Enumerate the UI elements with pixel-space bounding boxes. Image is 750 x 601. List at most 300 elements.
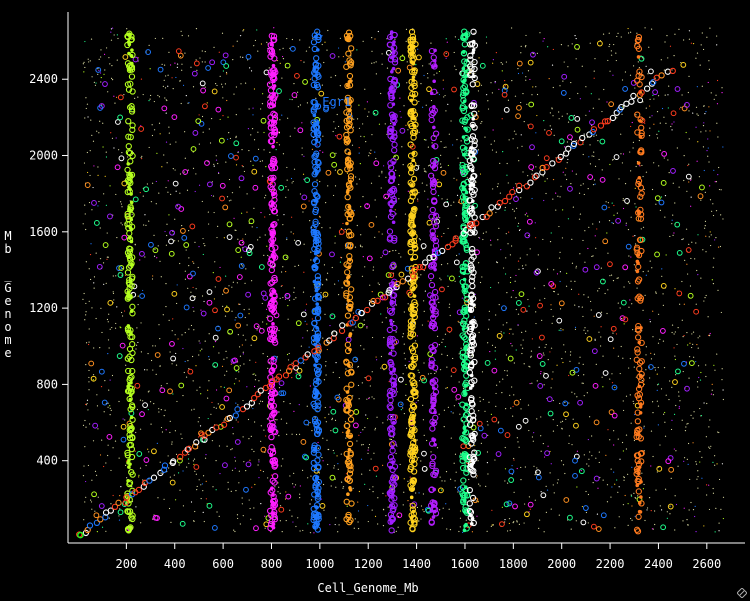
background-dot bbox=[605, 293, 606, 294]
band-point-filled bbox=[347, 275, 351, 279]
background-dot bbox=[682, 320, 683, 321]
band-point-filled bbox=[271, 368, 275, 372]
background-dot bbox=[166, 383, 167, 384]
scatter-point bbox=[285, 293, 290, 298]
background-dot bbox=[428, 165, 429, 166]
background-dot bbox=[693, 332, 694, 333]
background-dot bbox=[484, 137, 485, 138]
background-dot bbox=[278, 487, 279, 488]
background-dot bbox=[652, 189, 653, 190]
scatter-point bbox=[194, 465, 199, 470]
background-dot bbox=[175, 141, 176, 142]
band-point bbox=[347, 441, 352, 446]
background-dot bbox=[485, 486, 486, 487]
background-dot bbox=[374, 113, 375, 114]
background-dot bbox=[155, 345, 156, 346]
background-dot bbox=[648, 47, 649, 48]
background-dot bbox=[588, 227, 589, 228]
band-point-filled bbox=[389, 466, 393, 470]
background-dot bbox=[152, 183, 153, 184]
background-dot bbox=[341, 453, 342, 454]
background-dot bbox=[389, 251, 390, 252]
background-dot bbox=[659, 339, 660, 340]
background-dot bbox=[246, 212, 247, 213]
background-dot bbox=[135, 432, 136, 433]
background-dot bbox=[374, 429, 375, 430]
background-dot bbox=[568, 122, 569, 123]
background-dot bbox=[558, 226, 559, 227]
background-dot bbox=[167, 86, 168, 87]
background-dot bbox=[688, 92, 689, 93]
background-dot bbox=[660, 123, 661, 124]
background-dot bbox=[169, 351, 170, 352]
background-dot bbox=[552, 323, 553, 324]
band-point-filled bbox=[315, 289, 319, 293]
background-dot bbox=[607, 289, 608, 290]
background-dot bbox=[286, 423, 287, 424]
background-dot bbox=[657, 471, 658, 472]
background-dot bbox=[110, 32, 111, 33]
background-dot bbox=[364, 108, 365, 109]
background-dot bbox=[234, 319, 235, 320]
band-point-filled bbox=[346, 492, 350, 496]
scatter-point bbox=[302, 195, 307, 200]
background-dot bbox=[654, 524, 655, 525]
scatter-point bbox=[557, 318, 562, 323]
background-dot bbox=[479, 485, 480, 486]
background-dot bbox=[267, 418, 268, 419]
band-point-filled bbox=[269, 243, 273, 247]
background-dot bbox=[446, 53, 447, 54]
background-dot bbox=[385, 495, 386, 496]
background-dot bbox=[526, 104, 527, 105]
scatter-point bbox=[339, 230, 344, 235]
background-dot bbox=[170, 194, 171, 195]
background-dot bbox=[501, 331, 502, 332]
background-dot bbox=[531, 94, 532, 95]
scatter-point bbox=[188, 369, 193, 374]
background-dot bbox=[163, 86, 164, 87]
background-dot bbox=[439, 278, 440, 279]
background-dot bbox=[188, 230, 189, 231]
band-point-filled bbox=[390, 205, 394, 209]
background-dot bbox=[417, 199, 418, 200]
scatter-point bbox=[337, 134, 342, 139]
background-dot bbox=[243, 352, 244, 353]
scatter-point bbox=[176, 49, 181, 54]
background-dot bbox=[626, 223, 627, 224]
background-dot bbox=[622, 106, 623, 107]
background-dot bbox=[334, 242, 335, 243]
background-dot bbox=[439, 217, 440, 218]
band-point-filled bbox=[411, 319, 415, 323]
band-point-filled bbox=[411, 231, 415, 235]
background-dot bbox=[345, 368, 346, 369]
background-dot bbox=[255, 362, 256, 363]
background-dot bbox=[705, 130, 706, 131]
background-dot bbox=[400, 111, 401, 112]
background-dot bbox=[323, 484, 324, 485]
band-point-filled bbox=[346, 431, 350, 435]
scatter-point bbox=[574, 423, 579, 428]
background-dot bbox=[244, 283, 245, 284]
background-dot bbox=[535, 166, 536, 167]
background-dot bbox=[260, 108, 261, 109]
band-point-filled bbox=[389, 352, 393, 356]
band-point-filled bbox=[349, 180, 353, 184]
background-dot bbox=[502, 507, 503, 508]
background-dot bbox=[295, 373, 296, 374]
background-dot bbox=[154, 101, 155, 102]
background-dot bbox=[285, 299, 286, 300]
background-dot bbox=[651, 358, 652, 359]
background-dot bbox=[108, 321, 109, 322]
background-dot bbox=[635, 497, 636, 498]
background-dot bbox=[595, 248, 596, 249]
band-point-filled bbox=[348, 334, 352, 338]
background-dot bbox=[675, 374, 676, 375]
background-dot bbox=[89, 328, 90, 329]
background-dot bbox=[226, 357, 227, 358]
background-dot bbox=[90, 279, 91, 280]
background-dot bbox=[200, 425, 201, 426]
background-dot bbox=[669, 380, 670, 381]
background-dot bbox=[136, 345, 137, 346]
scatter-point bbox=[608, 262, 613, 267]
background-dot bbox=[156, 203, 157, 204]
background-dot bbox=[657, 137, 658, 138]
background-dot bbox=[639, 67, 640, 68]
background-dot bbox=[202, 238, 203, 239]
background-dot bbox=[606, 201, 607, 202]
background-dot bbox=[90, 60, 91, 61]
background-dot bbox=[420, 518, 421, 519]
background-dot bbox=[406, 29, 407, 30]
background-dot bbox=[362, 429, 363, 430]
background-dot bbox=[522, 72, 523, 73]
background-dot bbox=[544, 285, 545, 286]
background-dot bbox=[93, 374, 94, 375]
background-dot bbox=[628, 255, 629, 256]
background-dot bbox=[257, 239, 258, 240]
background-dot bbox=[701, 44, 702, 45]
band-point-filled bbox=[314, 132, 318, 136]
background-dot bbox=[358, 528, 359, 529]
background-dot bbox=[622, 162, 623, 163]
background-dot bbox=[360, 345, 361, 346]
background-dot bbox=[420, 239, 421, 240]
background-dot bbox=[611, 486, 612, 487]
background-dot bbox=[535, 311, 536, 312]
background-dot bbox=[683, 238, 684, 239]
background-dot bbox=[239, 380, 240, 381]
background-dot bbox=[467, 177, 468, 178]
band-point-filled bbox=[392, 367, 396, 371]
background-dot bbox=[309, 220, 310, 221]
background-dot bbox=[559, 257, 560, 258]
band-point-filled bbox=[130, 263, 134, 267]
background-dot bbox=[406, 428, 407, 429]
background-dot bbox=[456, 399, 457, 400]
scatter-point bbox=[118, 115, 123, 120]
background-dot bbox=[671, 429, 672, 430]
background-dot bbox=[82, 299, 83, 300]
background-dot bbox=[371, 396, 372, 397]
background-dot bbox=[658, 424, 659, 425]
background-dot bbox=[427, 199, 428, 200]
background-dot bbox=[571, 529, 572, 530]
background-dot bbox=[525, 264, 526, 265]
scatter-point bbox=[661, 181, 666, 186]
band-point-filled bbox=[349, 79, 353, 83]
background-dot bbox=[85, 97, 86, 98]
background-dot bbox=[152, 345, 153, 346]
background-dot bbox=[437, 236, 438, 237]
scatter-point bbox=[579, 469, 584, 474]
background-dot bbox=[673, 347, 674, 348]
band-point-filled bbox=[347, 265, 351, 269]
background-dot bbox=[91, 501, 92, 502]
scatter-point bbox=[638, 98, 643, 103]
background-dot bbox=[342, 432, 343, 433]
background-dot bbox=[376, 356, 377, 357]
background-dot bbox=[456, 179, 457, 180]
background-dot bbox=[193, 460, 194, 461]
background-dot bbox=[138, 304, 139, 305]
background-dot bbox=[264, 216, 265, 217]
background-dot bbox=[504, 519, 505, 520]
background-dot bbox=[674, 34, 675, 35]
background-dot bbox=[555, 193, 556, 194]
background-dot bbox=[352, 145, 353, 146]
band-point-filled bbox=[270, 398, 274, 402]
background-dot bbox=[521, 332, 522, 333]
band-point bbox=[316, 403, 321, 408]
background-dot bbox=[482, 371, 483, 372]
band-point-filled bbox=[272, 522, 276, 526]
background-dot bbox=[373, 398, 374, 399]
background-dot bbox=[143, 224, 144, 225]
background-dot bbox=[366, 399, 367, 400]
background-dot bbox=[651, 431, 652, 432]
background-dot bbox=[542, 40, 543, 41]
background-dot bbox=[100, 56, 101, 57]
band-point bbox=[389, 528, 394, 533]
scatter-point bbox=[121, 424, 126, 429]
background-dot bbox=[447, 104, 448, 105]
background-dot bbox=[237, 518, 238, 519]
background-dot bbox=[213, 272, 214, 273]
background-dot bbox=[510, 530, 511, 531]
background-dot bbox=[484, 411, 485, 412]
background-dot bbox=[711, 393, 712, 394]
background-dot bbox=[141, 156, 142, 157]
background-dot bbox=[98, 497, 99, 498]
background-dot bbox=[180, 173, 181, 174]
background-dot bbox=[286, 434, 287, 435]
band-point-filled bbox=[412, 75, 416, 79]
background-dot bbox=[152, 275, 153, 276]
background-dot bbox=[426, 105, 427, 106]
background-dot bbox=[459, 253, 460, 254]
background-dot bbox=[597, 514, 598, 515]
background-dot bbox=[520, 479, 521, 480]
background-dot bbox=[335, 524, 336, 525]
background-dot bbox=[243, 335, 244, 336]
background-dot bbox=[573, 419, 574, 420]
background-dot bbox=[572, 43, 573, 44]
scatter-point bbox=[298, 128, 303, 133]
background-dot bbox=[117, 38, 118, 39]
background-dot bbox=[229, 179, 230, 180]
scatter-point bbox=[91, 376, 96, 381]
background-dot bbox=[248, 128, 249, 129]
background-dot bbox=[641, 165, 642, 166]
background-dot bbox=[518, 223, 519, 224]
background-dot bbox=[689, 138, 690, 139]
background-dot bbox=[528, 404, 529, 405]
background-dot bbox=[89, 202, 90, 203]
background-dot bbox=[306, 324, 307, 325]
background-dot bbox=[287, 180, 288, 181]
background-dot bbox=[423, 419, 424, 420]
background-dot bbox=[458, 403, 459, 404]
background-dot bbox=[650, 321, 651, 322]
scatter-point bbox=[330, 153, 335, 158]
background-dot bbox=[236, 419, 237, 420]
background-dot bbox=[651, 115, 652, 116]
background-dot bbox=[202, 295, 203, 296]
background-dot bbox=[444, 410, 445, 411]
band-point-filled bbox=[413, 439, 417, 443]
background-dot bbox=[87, 152, 88, 153]
background-dot bbox=[423, 511, 424, 512]
background-dot bbox=[99, 121, 100, 122]
background-dot bbox=[565, 174, 566, 175]
background-dot bbox=[709, 448, 710, 449]
background-dot bbox=[652, 401, 653, 402]
background-dot bbox=[327, 464, 328, 465]
background-dot bbox=[661, 276, 662, 277]
background-dot bbox=[148, 221, 149, 222]
background-dot bbox=[696, 113, 697, 114]
band-point bbox=[387, 327, 392, 332]
background-dot bbox=[462, 126, 463, 127]
background-dot bbox=[569, 435, 570, 436]
background-dot bbox=[262, 321, 263, 322]
background-dot bbox=[196, 70, 197, 71]
background-dot bbox=[631, 467, 632, 468]
background-dot bbox=[360, 136, 361, 137]
background-dot bbox=[570, 351, 571, 352]
background-dot bbox=[398, 253, 399, 254]
background-dot bbox=[695, 461, 696, 462]
background-dot bbox=[326, 440, 327, 441]
background-dot bbox=[686, 191, 687, 192]
background-dot bbox=[356, 49, 357, 50]
background-dot bbox=[97, 531, 98, 532]
background-dot bbox=[498, 89, 499, 90]
band-point-filled bbox=[409, 326, 413, 330]
background-dot bbox=[202, 483, 203, 484]
background-dot bbox=[607, 429, 608, 430]
background-dot bbox=[437, 179, 438, 180]
background-dot bbox=[164, 80, 165, 81]
scatter-point bbox=[602, 205, 607, 210]
band-point-filled bbox=[392, 67, 396, 71]
background-dot bbox=[487, 451, 488, 452]
scatter-point bbox=[207, 300, 212, 305]
background-dot bbox=[460, 518, 461, 519]
background-dot bbox=[346, 361, 347, 362]
background-dot bbox=[239, 186, 240, 187]
background-dot bbox=[719, 479, 720, 480]
background-dot bbox=[457, 491, 458, 492]
background-dot bbox=[544, 298, 545, 299]
background-dot bbox=[398, 527, 399, 528]
background-dot bbox=[594, 184, 595, 185]
background-dot bbox=[243, 29, 244, 30]
background-dot bbox=[222, 366, 223, 367]
background-dot bbox=[104, 54, 105, 55]
background-dot bbox=[126, 28, 127, 29]
background-dot bbox=[560, 308, 561, 309]
background-dot bbox=[221, 84, 222, 85]
background-dot bbox=[254, 88, 255, 89]
background-dot bbox=[642, 176, 643, 177]
background-dot bbox=[359, 491, 360, 492]
background-dot bbox=[84, 41, 85, 42]
background-dot bbox=[226, 306, 227, 307]
scatter-point bbox=[570, 370, 575, 375]
background-dot bbox=[687, 344, 688, 345]
background-dot bbox=[179, 464, 180, 465]
scatter-point bbox=[694, 309, 699, 314]
background-dot bbox=[699, 408, 700, 409]
scatter-point bbox=[303, 80, 308, 85]
background-dot bbox=[475, 141, 476, 142]
background-dot bbox=[214, 212, 215, 213]
background-dot bbox=[242, 400, 243, 401]
background-dot bbox=[213, 346, 214, 347]
background-dot bbox=[440, 279, 441, 280]
background-dot bbox=[174, 475, 175, 476]
background-dot bbox=[406, 41, 407, 42]
scatter-point bbox=[668, 504, 673, 509]
band-point-filled bbox=[271, 356, 275, 360]
background-dot bbox=[386, 134, 387, 135]
scatter-point bbox=[561, 91, 566, 96]
background-dot bbox=[422, 182, 423, 183]
background-dot bbox=[676, 344, 677, 345]
background-dot bbox=[623, 504, 624, 505]
background-dot bbox=[692, 344, 693, 345]
background-dot bbox=[532, 338, 533, 339]
scatter-point bbox=[675, 87, 680, 92]
background-dot bbox=[525, 80, 526, 81]
background-dot bbox=[709, 130, 710, 131]
background-dot bbox=[617, 278, 618, 279]
scatter-point bbox=[527, 219, 532, 224]
background-dot bbox=[188, 102, 189, 103]
background-dot bbox=[95, 82, 96, 83]
band-point bbox=[130, 350, 135, 355]
background-dot bbox=[687, 423, 688, 424]
background-dot bbox=[616, 333, 617, 334]
scatter-point bbox=[688, 293, 693, 298]
background-dot bbox=[696, 463, 697, 464]
background-dot bbox=[376, 417, 377, 418]
